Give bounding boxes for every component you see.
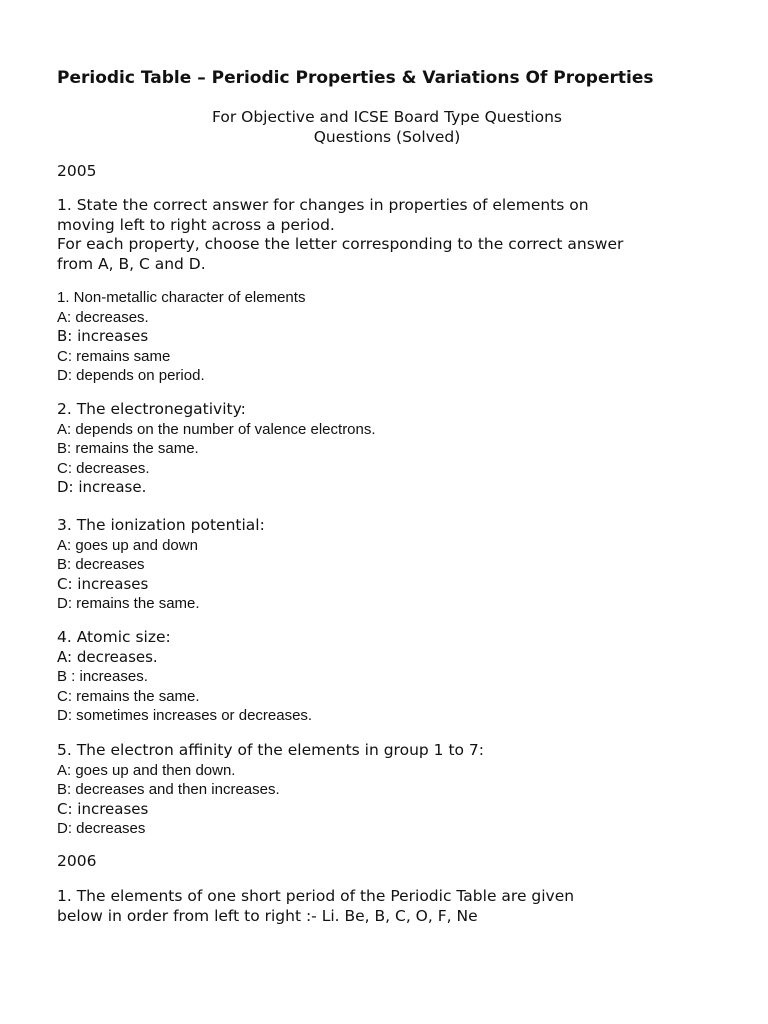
option-d: D: decreases [57, 820, 146, 837]
part-5-block [57, 741, 484, 839]
question-line: For each property, choose the letter corresponding to the correct answer [57, 235, 624, 253]
option-b: B : increases. [57, 668, 148, 685]
year-heading-2006: 2006 [57, 852, 97, 870]
document-title: Periodic Table – Periodic Properties & Variations Of Properties [57, 68, 654, 88]
part-heading: 1. Non-metallic character of elements [57, 289, 306, 306]
question-line: from A, B, C and D. [57, 254, 206, 273]
year-heading-2005: 2005 [57, 162, 97, 180]
question-line: 1. The elements of one short period of the Periodic Table are given [57, 887, 575, 905]
option-c-correct: C: increases [57, 574, 149, 593]
part-1-block [57, 288, 305, 386]
option-b: B: remains the same. [57, 440, 199, 457]
part-2-block [57, 400, 376, 498]
question-line: moving left to right across a period. [57, 215, 335, 234]
part-heading: 5. The electron affinity of the elements in group 1 to 7: [57, 741, 485, 759]
subtitle-line-1: For Objective and ICSE Board Type Questions [211, 108, 563, 126]
part-heading: 2. The electronegativity: [57, 400, 246, 418]
part-4-block [57, 628, 312, 726]
option-b-correct: B: increases [57, 327, 149, 345]
question-2005-1 [57, 196, 727, 274]
option-a: A: decreases. [57, 308, 149, 326]
option-b: B: decreases and then increases. [57, 781, 280, 798]
question-2006-1 [57, 887, 727, 926]
part-3-block [57, 516, 265, 614]
option-a: A: goes up and then down. [57, 761, 236, 779]
question-line: below in order from left to right :- Li. Be, B, C, O, F, Ne [57, 906, 478, 925]
option-c-correct: C: increases [57, 799, 149, 818]
option-a-correct: A: decreases. [57, 647, 158, 666]
option-c: C: remains the same. [57, 687, 200, 705]
option-a: A: goes up and down [57, 536, 198, 554]
part-heading: 3. The ionization potential: [57, 516, 265, 534]
document-subtitle [57, 107, 717, 147]
option-a: A: depends on the number of valence electrons. [57, 420, 376, 438]
option-d: D: remains the same. [57, 595, 200, 612]
option-c: C: remains same [57, 347, 171, 365]
option-c: C: decreases. [57, 459, 150, 477]
option-b: B: decreases [57, 556, 145, 573]
question-line: 1. State the correct answer for changes in properties of elements on [57, 196, 589, 214]
option-d: D: sometimes increases or decreases. [57, 707, 313, 724]
part-heading: 4. Atomic size: [57, 628, 171, 646]
option-d-correct: D: increase. [57, 478, 147, 496]
subtitle-line-2: Questions (Solved) [313, 128, 461, 146]
option-d: D: depends on period. [57, 367, 205, 384]
